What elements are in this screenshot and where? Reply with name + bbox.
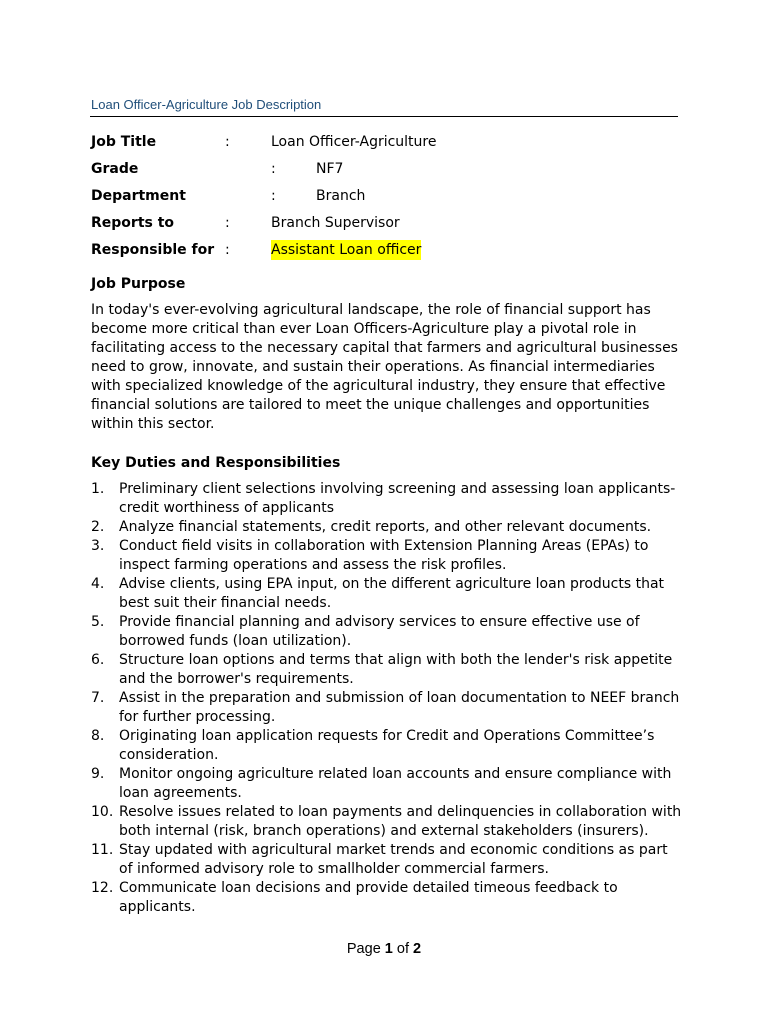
of-word: of bbox=[396, 941, 409, 957]
page-footer bbox=[0, 941, 768, 957]
info-colon: : bbox=[271, 161, 276, 177]
duty-item bbox=[91, 651, 691, 689]
info-value: Branch bbox=[316, 188, 366, 204]
info-colon: : bbox=[225, 134, 230, 150]
duty-item bbox=[91, 879, 691, 917]
duty-number: 6. bbox=[91, 652, 105, 668]
total-pages-number: 2 bbox=[413, 941, 422, 957]
duty-number: 3. bbox=[91, 538, 105, 554]
duty-item bbox=[91, 480, 691, 518]
info-value-highlighted: Assistant Loan officer bbox=[271, 242, 422, 258]
info-value: NF7 bbox=[316, 161, 344, 177]
document-header-title: Loan Officer-Agriculture Job Description bbox=[91, 97, 322, 112]
duty-number: 5. bbox=[91, 614, 105, 630]
duty-text: Assist in the preparation and submission of loan documentation to NEEF branch for further processing. bbox=[119, 690, 680, 725]
page-word: Page bbox=[346, 941, 381, 957]
duty-text: Communicate loan decisions and provide detailed timeous feedback to applicants. bbox=[119, 880, 618, 915]
job-purpose-heading: Job Purpose bbox=[91, 276, 186, 292]
duty-text: Provide financial planning and advisory services to ensure effective use of borrowed funds (loan utilization). bbox=[119, 614, 640, 649]
duty-number: 11. bbox=[91, 842, 114, 858]
job-purpose-text: In today's ever-evolving agricultural landscape, the role of financial support has become more critical than ever Loan Officers-Agriculture play a pivotal role in facilitating access to the necessary capital that farmers and agricultural businesses need to grow, innovate, and sustain their operations. As financial intermediaries with specialized knowledge of the agricultural industry, they ensure that effective financial solutions are tailored to meet the unique challenges and opportunities within this sector. bbox=[91, 302, 678, 432]
duty-text: Analyze financial statements, credit reports, and other relevant documents. bbox=[119, 519, 652, 535]
info-label: Job Title bbox=[91, 134, 157, 150]
info-label: Department bbox=[91, 188, 186, 204]
info-value: Branch Supervisor bbox=[271, 215, 400, 231]
duty-number: 8. bbox=[91, 728, 105, 744]
duty-number: 10. bbox=[91, 804, 114, 820]
duty-text: Originating loan application requests for Credit and Operations Committee’s consideration. bbox=[119, 728, 655, 763]
info-colon: : bbox=[225, 215, 230, 231]
info-label: Grade bbox=[91, 161, 139, 177]
duty-number: 1. bbox=[91, 481, 105, 497]
duty-number: 9. bbox=[91, 766, 105, 782]
duty-text: Structure loan options and terms that align with both the lender's risk appetite and the borrower's requirements. bbox=[119, 652, 673, 687]
duty-number: 12. bbox=[91, 880, 114, 896]
current-page-number: 1 bbox=[384, 941, 393, 957]
info-colon: : bbox=[271, 188, 276, 204]
duties-heading: Key Duties and Responsibilities bbox=[91, 455, 341, 471]
info-label: Responsible for bbox=[91, 242, 215, 258]
duty-text: Monitor ongoing agriculture related loan accounts and ensure compliance with loan agreements. bbox=[119, 766, 672, 801]
header-divider bbox=[90, 116, 678, 117]
duty-item bbox=[91, 689, 691, 727]
duty-number: 2. bbox=[91, 519, 105, 535]
duty-text: Resolve issues related to loan payments and delinquencies in collaboration with both internal (risk, branch operations) and external stakeholders (insurers). bbox=[119, 804, 682, 839]
duty-number: 7. bbox=[91, 690, 105, 706]
duty-item bbox=[91, 613, 691, 651]
duty-text: Stay updated with agricultural market trends and economic conditions as part of informed advisory role to smallholder commercial farmers. bbox=[119, 842, 668, 877]
duty-item bbox=[91, 841, 691, 879]
duty-item bbox=[91, 537, 691, 575]
duty-item bbox=[91, 575, 691, 613]
duty-number: 4. bbox=[91, 576, 105, 592]
duty-item bbox=[91, 765, 691, 803]
info-value: Loan Officer-Agriculture bbox=[271, 134, 437, 150]
info-label: Reports to bbox=[91, 215, 175, 231]
duty-text: Advise clients, using EPA input, on the different agriculture loan products that best suit their financial needs. bbox=[119, 576, 665, 611]
duties-list bbox=[91, 480, 691, 917]
info-colon: : bbox=[225, 242, 230, 258]
duty-item bbox=[91, 727, 691, 765]
duty-item bbox=[91, 803, 691, 841]
duty-item bbox=[91, 518, 691, 537]
duty-text: Conduct field visits in collaboration with Extension Planning Areas (EPAs) to inspect farming operations and assess the risk profiles. bbox=[119, 538, 649, 573]
duty-text: Preliminary client selections involving screening and assessing loan applicants- credit worthiness of applicants bbox=[119, 481, 676, 516]
